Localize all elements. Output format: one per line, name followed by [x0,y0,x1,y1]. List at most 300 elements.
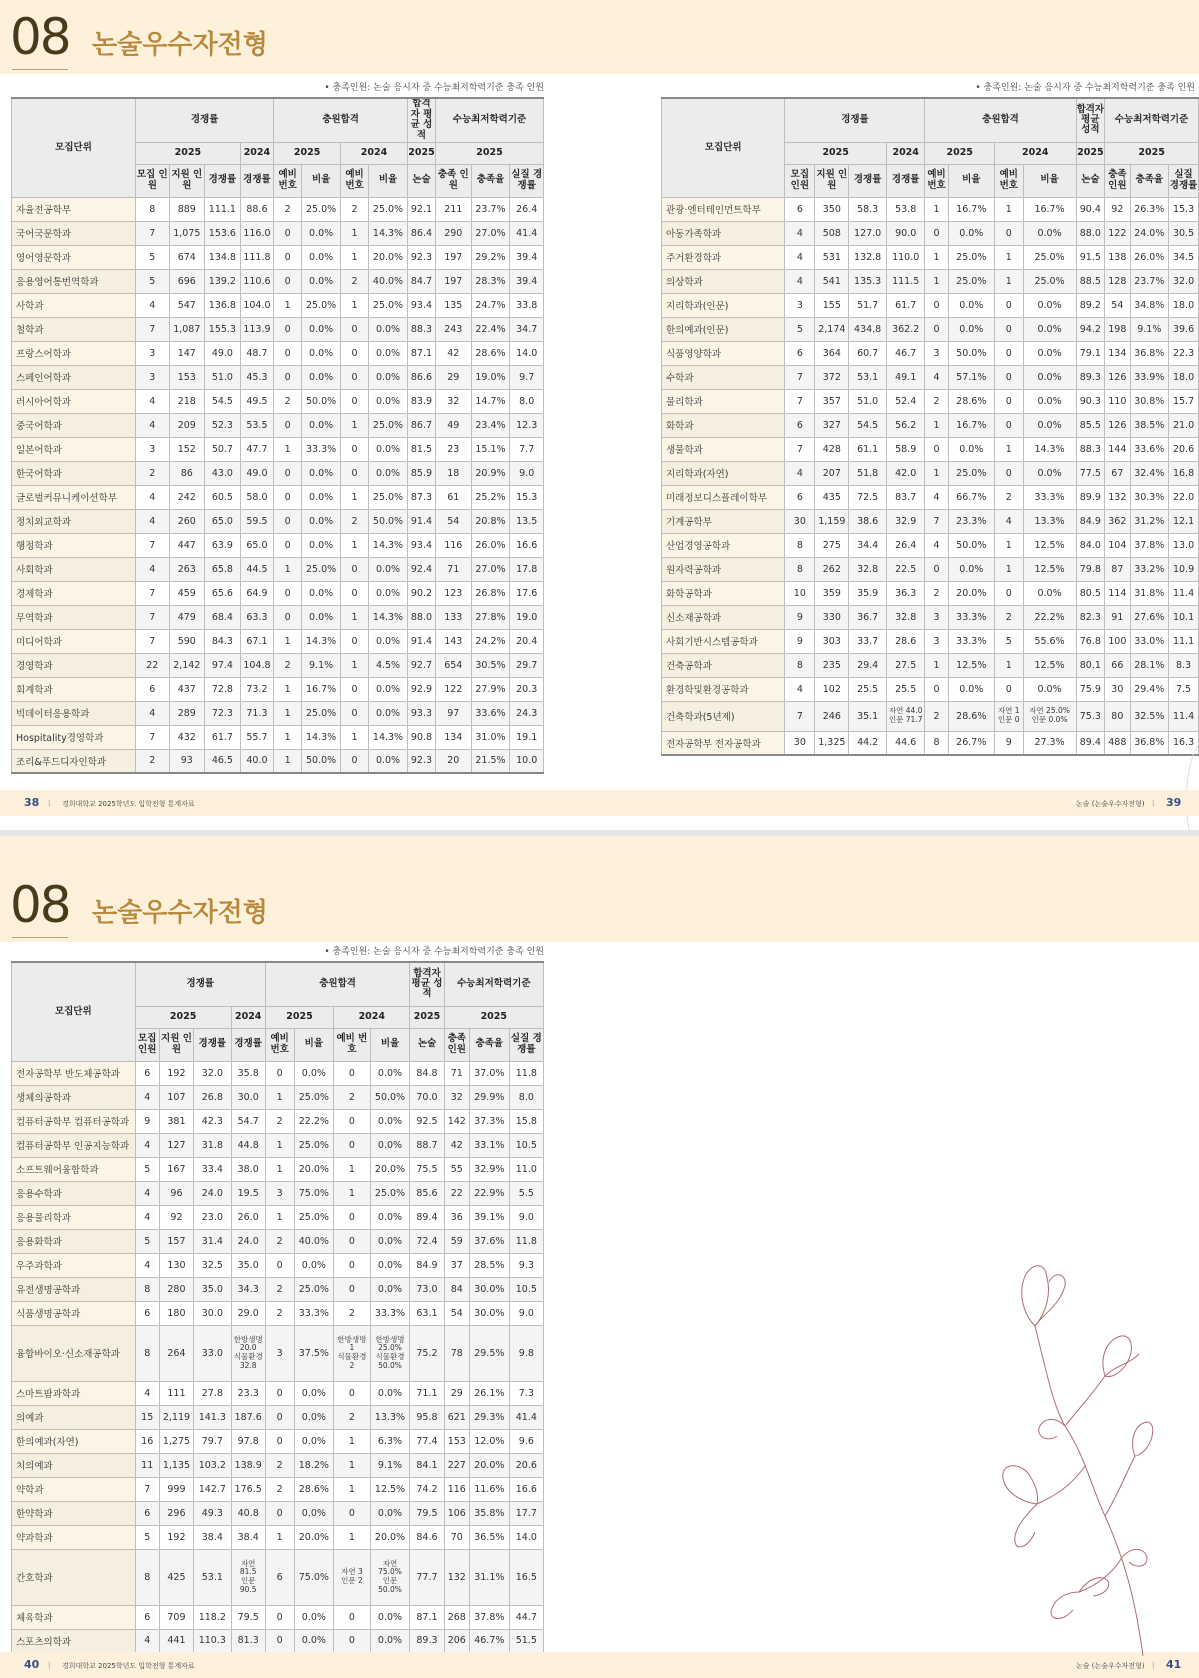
table-cell: 0 [341,365,369,389]
table-cell: 89.9 [1076,485,1105,509]
table-cell: 88.0 [407,605,435,629]
table-cell: 0.0% [302,509,341,533]
header-year: 2025 [136,142,241,164]
table-cell: 66.7% [948,485,994,509]
table-cell: 8 [925,731,948,755]
table-cell: 425 [159,1549,193,1605]
header-competition: 경쟁률 [785,98,925,142]
table-cell: 65.0 [240,533,273,557]
table-cell: 5 [135,1525,159,1549]
table-cell: 40.0 [240,749,273,773]
table-cell: 28.6% [471,341,510,365]
table-cell: 0 [274,581,302,605]
table-row [662,581,1199,605]
table-cell: 84.1 [410,1453,444,1477]
unit-name: 회계학과 [12,677,136,701]
table-cell: 5 [994,629,1023,653]
table-cell: 0 [274,461,302,485]
table-row [12,1301,544,1325]
table-row [12,317,544,341]
table-cell: 22.4% [471,317,510,341]
table-cell: 77.7 [410,1549,444,1605]
table-cell: 141.3 [194,1405,232,1429]
table-cell: 1 [341,605,369,629]
header-additional: 충원합격 [274,98,408,142]
table-cell: 437 [169,677,205,701]
table-cell: 46.7 [886,341,925,365]
table-row [662,557,1199,581]
table-cell: 63.9 [205,533,241,557]
chapter-header [0,0,1199,74]
table-row [12,1381,544,1405]
table-cell: 23.7% [471,197,510,221]
table-cell: 88.5 [1076,269,1105,293]
unit-name: 원자력공학과 [662,557,785,581]
table-cell: 432 [169,725,205,749]
table-cell: 0 [334,1605,370,1629]
table-cell: 65.0 [205,509,241,533]
table-cell: 0 [274,605,302,629]
table-cell: 12.5% [1023,557,1076,581]
header-suneung: 수능최저학력기준 [1105,98,1199,142]
table-cell: 22.2% [294,1109,334,1133]
table-cell: 136.8 [205,293,241,317]
table-cell: 58.9 [886,437,925,461]
table-cell: 1 [925,413,948,437]
table-cell: 1 [274,725,302,749]
table-cell: 111.8 [240,245,273,269]
table-cell: 39.6 [1169,317,1199,341]
table-cell: 142.7 [194,1477,232,1501]
table-cell: 0 [274,413,302,437]
table-cell: 4 [994,509,1023,533]
table-cell: 327 [815,413,849,437]
table-cell: 61.1 [849,437,886,461]
table-row [662,197,1199,221]
table-cell: 260 [169,509,205,533]
table-cell: 1 [274,437,302,461]
table-cell: 35.0 [194,1277,232,1301]
header-essay: 논술 [410,1028,444,1061]
table-cell: 0.0% [948,293,994,317]
table-cell: 10.5 [509,1133,543,1157]
table-cell: 75.3 [1076,701,1105,731]
unit-name: 체육학과 [12,1605,136,1629]
table-cell: 227 [444,1453,469,1477]
table-cell: 71 [435,557,471,581]
table-cell: 7.7 [510,437,544,461]
table-cell: 434.8 [849,317,886,341]
table-cell: 0 [334,1381,370,1405]
table-cell: 92 [159,1205,193,1229]
table-cell: 0 [341,677,369,701]
table-cell: 8 [785,557,815,581]
table-cell: 110 [1105,389,1130,413]
table-cell: 242 [169,485,205,509]
table-row [12,1549,544,1605]
table-cell: 1 [265,1085,294,1109]
table-cell: 22 [444,1181,469,1205]
table-cell: 1 [341,485,369,509]
table-cell: 91.5 [1076,245,1105,269]
unit-name: 물리학과 [662,389,785,413]
table-row [662,731,1199,755]
unit-name: 국어국문학과 [12,221,136,245]
header-ratio: 경쟁률 [231,1028,265,1061]
table-cell: 1 [274,629,302,653]
table-cell: 0 [334,1277,370,1301]
table-cell: 262 [815,557,849,581]
table-cell: 0.0% [369,629,408,653]
header-quota: 모집 인원 [135,1028,159,1061]
table-cell: 53.8 [886,197,925,221]
table-cell: 35.8 [231,1061,265,1085]
unit-name: 식품생명공학과 [12,1301,136,1325]
unit-name: 산업경영공학과 [662,533,785,557]
table-cell: 92.3 [407,749,435,773]
table-cell: 90.0 [886,221,925,245]
table-cell: 110.0 [886,245,925,269]
table-cell: 49.0 [205,341,241,365]
unit-name: 글로벌커뮤니케이션학부 [12,485,136,509]
header-rate: 비율 [369,164,408,197]
unit-name: 건축학과(5년제) [662,701,785,731]
table-cell: 263 [169,557,205,581]
table-cell: 4 [136,509,169,533]
table-cell: 한방생명 1 식물환경 2 [334,1325,370,1381]
table-cell: 8 [135,1277,159,1301]
table-cell: 84.0 [1076,533,1105,557]
unit-name: 무역학과 [12,605,136,629]
table-cell: 0.0% [369,437,408,461]
table-cell: 72.8 [205,677,241,701]
table-cell: 56.2 [886,413,925,437]
table-cell: 1 [265,1133,294,1157]
table-cell: 2 [136,461,169,485]
table-cell: 0 [925,221,948,245]
table-cell: 79.5 [410,1501,444,1525]
table-cell: 364 [815,341,849,365]
table-cell: 0.0% [948,317,994,341]
table-cell: 88.3 [1076,437,1105,461]
table-cell: 5 [135,1229,159,1253]
table-row [662,533,1199,557]
table-cell: 51.5 [509,1629,543,1653]
table-row [12,245,544,269]
table-cell: 32 [444,1085,469,1109]
table-cell: 25.0% [370,1181,410,1205]
table-cell: 10.1 [1169,605,1199,629]
table-cell: 76.8 [1076,629,1105,653]
unit-name: 자율전공학부 [12,197,136,221]
table-cell: 16.7% [302,677,341,701]
table-cell: 104.8 [240,653,273,677]
header-applicants: 지원 인원 [815,164,849,197]
table-cell: 26.0% [1130,245,1169,269]
table-cell: 72.4 [410,1229,444,1253]
table-cell: 32.8 [849,557,886,581]
table-cell: 33.3% [294,1301,334,1325]
table-cell: 0 [334,1133,370,1157]
header-ratio: 경쟁률 [205,164,241,197]
table-cell: 8 [135,1549,159,1605]
table-cell: 66 [1105,653,1130,677]
table-row [662,293,1199,317]
table-cell: 80.5 [1076,581,1105,605]
table-cell: 4 [136,293,169,317]
table-cell: 0 [994,341,1023,365]
stats-table-p40 [11,961,544,1654]
table-cell: 51.0 [205,365,241,389]
table-cell: 47.7 [240,437,273,461]
table-cell: 15.1% [471,437,510,461]
table-row [12,1277,544,1301]
table-cell: 64.9 [240,581,273,605]
header-rate: 비율 [1023,164,1076,197]
table-cell: 157 [159,1229,193,1253]
header-quota: 모집 인원 [136,164,169,197]
table-cell: 290 [435,221,471,245]
table-cell: 67 [1105,461,1130,485]
table-row [12,365,544,389]
table-cell: 135.3 [849,269,886,293]
table-row [12,749,544,773]
table-cell: 8 [785,653,815,677]
table-cell: 289 [169,701,205,725]
table-cell: 44.7 [509,1605,543,1629]
table-cell: 0.0% [302,317,341,341]
table-row [12,1605,544,1629]
header-year: 2025 [925,142,994,164]
table-cell: 6 [785,197,815,221]
table-cell: 53.1 [194,1549,232,1605]
stats-table-p38 [11,97,544,774]
table-row [12,509,544,533]
table-cell: 26.0 [231,1205,265,1229]
table-cell: 25.0% [369,413,408,437]
footer-text: 논술 (논술우수자전형) [1076,1662,1145,1670]
table-row [12,581,544,605]
table-cell: 86 [169,461,205,485]
table-cell: 9 [785,629,815,653]
table-cell: 89.4 [1076,731,1105,755]
table-cell: 49.5 [240,389,273,413]
table-cell: 58.0 [240,485,273,509]
table-row [662,245,1199,269]
table-row [12,221,544,245]
table-cell: 111 [159,1381,193,1405]
table-cell: 1 [925,269,948,293]
table-cell: 49.0 [240,461,273,485]
table-cell: 7 [136,533,169,557]
table-cell: 25.0% [1023,245,1076,269]
table-row [12,533,544,557]
table-cell: 54.7 [231,1109,265,1133]
table-cell: 4 [925,365,948,389]
unit-name: 한의예과(자연) [12,1429,136,1453]
table-cell: 5 [136,245,169,269]
unit-name: 조리&푸드디자인학과 [12,749,136,773]
table-cell: 13.3% [370,1405,410,1429]
page-footer: 40 | 경희대학교 2025학년도 입학전형 통계자료 논술 (논술우수자전형) | 41 [0,1652,1199,1678]
table-cell: 4 [785,269,815,293]
table-cell: 63.3 [240,605,273,629]
table-cell: 0.0% [294,1381,334,1405]
table-cell: 3 [136,341,169,365]
unit-name: 경영학과 [12,653,136,677]
table-cell: 153 [444,1429,469,1453]
unit-name: 주거환경학과 [662,245,785,269]
table-cell: 1 [341,293,369,317]
table-cell: 206 [444,1629,469,1653]
table-cell: 10.0 [510,749,544,773]
table-cell: 7 [785,437,815,461]
table-cell: 90.2 [407,581,435,605]
table-row [12,293,544,317]
table-cell: 122 [435,677,471,701]
table-cell: 0.0% [302,461,341,485]
table-cell: 2 [136,749,169,773]
table-cell: 20.9% [471,461,510,485]
unit-name: 응용영어통번역학과 [12,269,136,293]
table-cell: 4 [136,413,169,437]
table-cell: 97.4 [205,653,241,677]
table-cell: 32.4% [1130,461,1169,485]
table-cell: 25.0% [294,1133,334,1157]
table-cell: 116 [444,1477,469,1501]
table-cell: 104.0 [240,293,273,317]
table-cell: 435 [815,485,849,509]
table-cell: 0.0% [948,677,994,701]
table-cell: 0 [265,1501,294,1525]
table-row [12,1453,544,1477]
table-cell: 0 [274,269,302,293]
table-cell: 20 [435,749,471,773]
table-cell: 25.0% [948,461,994,485]
table-cell: 44.2 [849,731,886,755]
table-cell: 90.4 [1076,197,1105,221]
table-cell: 33.3% [302,437,341,461]
unit-name: 응용물리학과 [12,1205,136,1229]
table-cell: 11.1 [1169,629,1199,653]
table-cell: 0.0% [1023,581,1076,605]
table-cell: 122 [1105,221,1130,245]
table-cell: 29.5% [469,1325,509,1381]
table-cell: 362.2 [886,317,925,341]
table-cell: 65.6 [205,581,241,605]
magnolia-illustration [995,1256,1155,1664]
table-cell: 75.5 [410,1157,444,1181]
table-cell: 0 [334,1501,370,1525]
footer-text: 논술 (논술우수자전형) [1076,800,1145,808]
table-row [662,221,1199,245]
table-cell: 35.9 [849,581,886,605]
unit-name: 응용화학과 [12,1229,136,1253]
table-cell: 37 [444,1253,469,1277]
table-cell: 0 [274,245,302,269]
table-cell: 2 [925,701,948,731]
table-cell: 0.0% [369,461,408,485]
header-year: 2025 [435,142,543,164]
table-cell: 29.0 [231,1301,265,1325]
table-cell: 1 [265,1525,294,1549]
table-cell: 49.3 [194,1501,232,1525]
table-cell: 28.3% [471,269,510,293]
table-cell: 0 [994,581,1023,605]
table-cell: 134.8 [205,245,241,269]
table-cell: 0 [994,413,1023,437]
table-cell: 32.0 [1169,269,1199,293]
unit-name: 전자공학부 전자공학과 [662,731,785,755]
unit-name: 약과학과 [12,1525,136,1549]
header-waitno: 예비 번호 [341,164,369,197]
table-cell: 0.0% [294,1429,334,1453]
table-cell: 9 [994,731,1023,755]
table-row [662,605,1199,629]
table-cell: 32.5 [194,1253,232,1277]
table-row [12,1629,544,1653]
table-row [12,1525,544,1549]
table-cell: 94.2 [1076,317,1105,341]
unit-name: 한국어학과 [12,461,136,485]
unit-name: 컴퓨터공학부 컴퓨터공학과 [12,1109,136,1133]
table-cell: 24.0 [231,1229,265,1253]
table-cell: 153 [169,365,205,389]
table-cell: 31.2% [1130,509,1169,533]
table-row [662,413,1199,437]
page-number: 39 [1166,796,1182,809]
table-row [12,1133,544,1157]
table-cell: 110.3 [194,1629,232,1653]
table-cell: 0 [341,749,369,773]
table-cell: 7 [785,701,815,731]
table-cell: 139.2 [205,269,241,293]
table-cell: 79.7 [194,1429,232,1453]
table-cell: 180 [159,1301,193,1325]
header-real-ratio: 실질 경쟁률 [510,164,544,197]
table-cell: 15.7 [1169,389,1199,413]
table-cell: 20.0% [370,1157,410,1181]
header-waitno: 예비 번호 [925,164,948,197]
table-cell: 3 [925,629,948,653]
table-cell: 0.0% [302,269,341,293]
table-cell: 30.3% [1130,485,1169,509]
table-cell: 0 [265,1429,294,1453]
table-cell: 89.4 [410,1205,444,1229]
table-cell: 4 [785,461,815,485]
table-cell: 4 [925,533,948,557]
table-cell: 85.5 [1076,413,1105,437]
table-cell: 14.7% [471,389,510,413]
table-cell: 65.8 [205,557,241,581]
table-cell: 9.1% [1130,317,1169,341]
page-number: 38 [24,796,40,809]
table-cell: 2 [334,1301,370,1325]
table-cell: 0 [334,1229,370,1253]
header-year: 2025 [1105,142,1199,164]
table-cell: 1 [274,701,302,725]
header-rate: 비율 [302,164,341,197]
table-cell: 7.3 [509,1381,543,1405]
table-row [662,509,1199,533]
table-cell: 30.0 [194,1301,232,1325]
table-cell: 88.3 [407,317,435,341]
table-cell: 16 [135,1429,159,1453]
table-cell: 1 [925,245,948,269]
table-cell: 0 [341,341,369,365]
table-cell: 1 [274,749,302,773]
stats-table-p39 [661,97,1199,756]
